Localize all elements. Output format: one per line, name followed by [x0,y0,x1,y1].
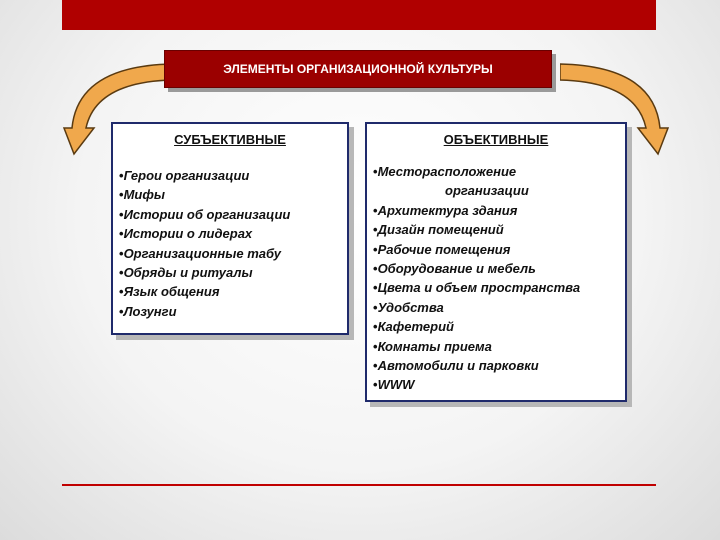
list-item: •Удобства [373,299,444,315]
list-item: •Язык общения [119,284,220,300]
list-item: •Автомобили и парковки [373,358,539,374]
objective-panel [365,122,627,402]
list-item: •Лозунги [119,303,177,319]
list-item: •Месторасположение организации [373,164,529,199]
list-item: •Архитектура здания [373,202,518,218]
list-item: •Мифы [119,187,165,203]
list-item: •Оборудование и мебель [373,261,536,277]
list-item: •Кафетерий [373,319,454,335]
list-item: •Организационные табу [119,245,281,261]
subjective-panel [111,122,349,335]
list-item: •Рабочие помещения [373,241,511,257]
diagram-title-text: ЭЛЕМЕНТЫ ОРГАНИЗАЦИОННОЙ КУЛЬТУРЫ [223,62,493,76]
list-item: •Истории о лидерах [119,226,253,242]
list-item: •Герои организации [119,168,250,183]
bottom-divider [62,484,656,486]
objective-heading: ОБЪЕКТИВНЫЕ [443,132,549,147]
list-item: •Обряды и ритуалы [119,265,253,281]
objective-list [373,162,621,395]
diagram-title [164,50,552,88]
subjective-list [119,166,343,321]
list-item: •WWW [373,377,415,393]
list-item: •Комнаты приема [373,338,492,354]
subjective-heading: СУБЪЕКТИВНЫЕ [174,132,286,147]
list-item: •Цвета и объем пространства [373,280,581,296]
top-accent-bar [62,0,656,30]
list-item: •Дизайн помещений [373,222,504,238]
list-item: •Истории об организации [119,206,291,222]
